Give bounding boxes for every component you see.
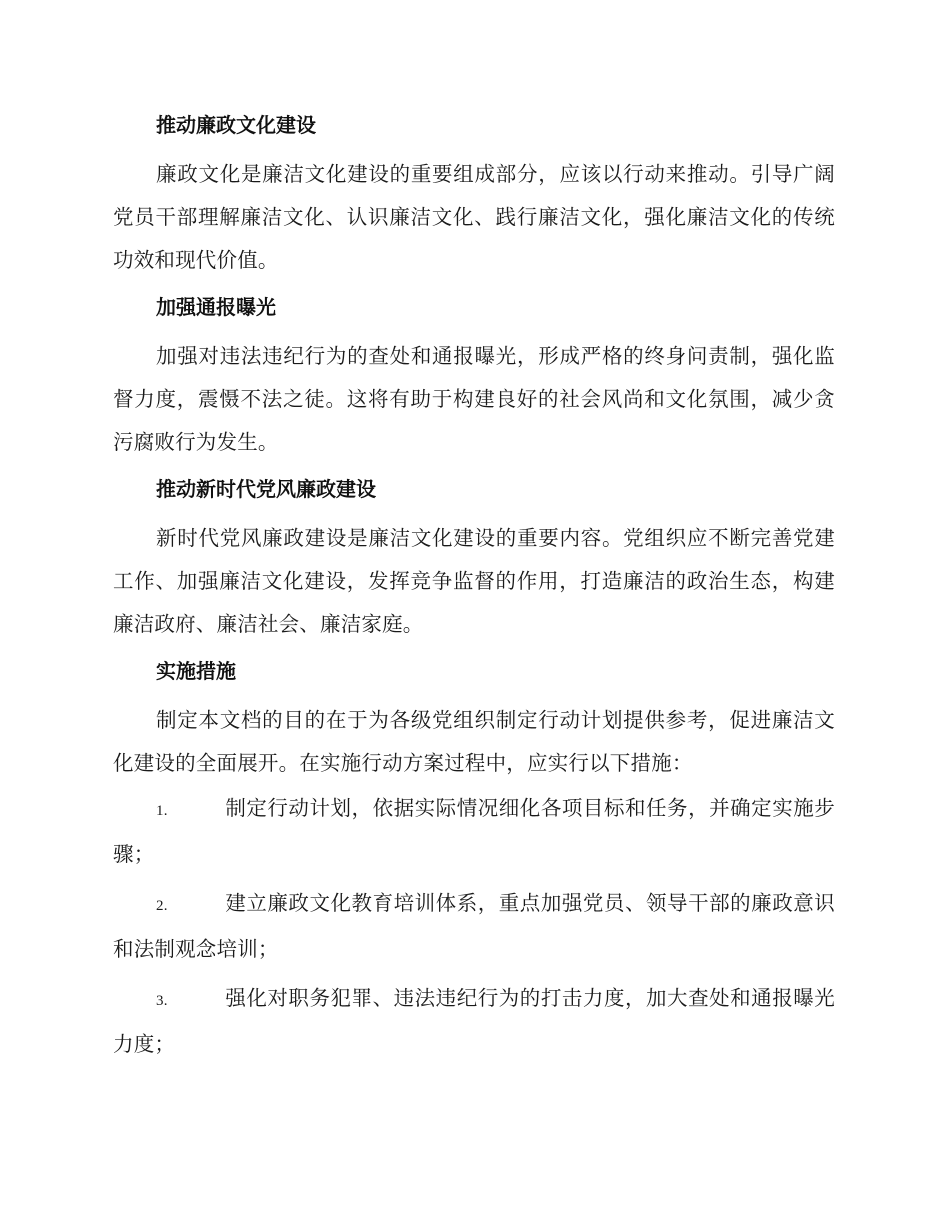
list-item-number: 2.	[156, 898, 168, 914]
list-item-text: 强化对职务犯罪、违法违纪行为的打击力度，加大查处和通报曝光力度；	[113, 986, 835, 1056]
section-heading: 加强通报曝光	[156, 295, 276, 319]
measures-list	[113, 787, 835, 1066]
list-item-number: 1.	[156, 803, 168, 819]
document-body	[113, 102, 835, 1072]
list-item-number: 3.	[156, 993, 168, 1009]
section-heading: 推动廉政文化建设	[156, 113, 316, 137]
list-item	[113, 882, 835, 971]
section-paragraph: 新时代党风廉政建设是廉洁文化建设的重要内容。党组织应不断完善党建工作、加强廉洁文化建设，发挥竞争监督的作用，打造廉洁的政治生态，构建廉洁政府、廉洁社会、廉洁家庭。	[113, 526, 835, 636]
section-paragraph: 制定本文档的目的在于为各级党组织制定行动计划提供参考，促进廉洁文化建设的全面展开。在实施行动方案过程中，应实行以下措施：	[113, 708, 835, 775]
section-heading: 实施措施	[156, 659, 236, 683]
section-paragraph: 廉政文化是廉洁文化建设的重要组成部分，应该以行动来推动。引导广阔党员干部理解廉洁文化、认识廉洁文化、践行廉洁文化，强化廉洁文化的传统功效和现代价值。	[113, 162, 835, 272]
list-item-text: 制定行动计划，依据实际情况细化各项目标和任务，并确定实施步骤；	[113, 796, 835, 866]
section-paragraph: 加强对违法违纪行为的查处和通报曝光，形成严格的终身问责制，强化监督力度，震慑不法之徒。这将有助于构建良好的社会风尚和文化氛围，减少贪污腐败行为发生。	[113, 344, 835, 454]
list-item	[113, 787, 835, 876]
list-item-text: 建立廉政文化教育培训体系，重点加强党员、领导干部的廉政意识和法制观念培训；	[113, 891, 835, 961]
list-item	[113, 977, 835, 1066]
section-heading: 推动新时代党风廉政建设	[156, 477, 376, 501]
